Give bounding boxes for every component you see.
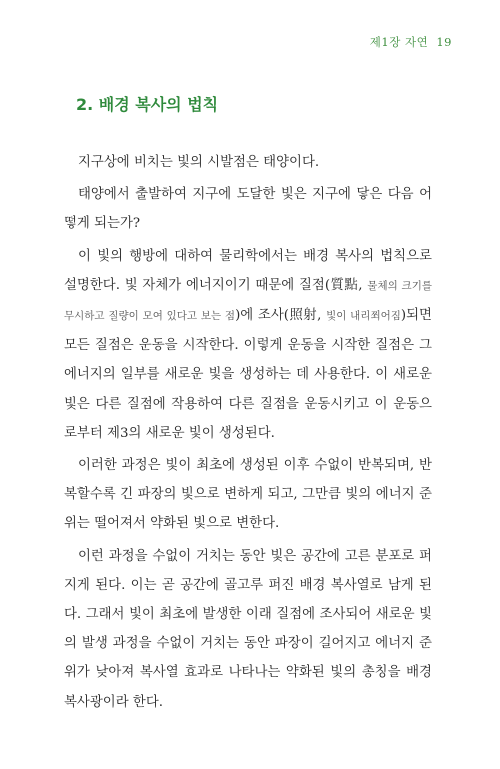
section-title: 2. 배경 복사의 법칙 (76, 95, 219, 114)
paragraph-2: 태양에서 출발하여 지구에 도달한 빛은 지구에 닿은 다음 어떻게 되는가? (64, 187, 432, 232)
paragraph-3-part-a: 이 빛의 행방에 대하여 물리학에서는 배경 복사의 법칙으로 설명한다. 빛 자체가 에너지이기 때문에 질점(質點, (64, 248, 432, 293)
paragraph-1: 지구상에 비치는 빛의 시발점은 태양이다. (78, 155, 320, 170)
chapter-title: 제1장 자연 (369, 35, 429, 49)
paragraph-5: 이런 과정을 수없이 거치는 동안 빛은 공간에 고른 분포로 퍼지게 된다. 이는 곧 공간에 골고루 퍼진 배경 복사열로 남게 된다. 그래서 빛이 최초에 발생한 이래 질점에 조사되어 새로운 빛의 발생 과정을 수없이 거치는 동안 파장이 길어지고 에너지 준위가 낮아져 복사열 효과로 나타나는 약화된 빛의 총칭을 배경 복사광이라 한다. (64, 548, 432, 710)
body-text (64, 148, 432, 720)
annotation-material-point: 물체의 크기를 무시하고 질량이 모여 있다고 보는 점 (64, 279, 432, 323)
paragraph-3-part-b: )에 조사(照射, (235, 308, 327, 324)
paragraph-4: 이러한 과정은 빛이 최초에 생성된 이후 수없이 반복되며, 반복할수록 긴 파장의 빛으로 변하게 되고, 그만큼 빛의 에너지 준위는 떨어져서 약화된 빛으로 변한다. (64, 458, 432, 532)
annotation-irradiation: 빛이 내리쬐어짐 (326, 310, 401, 323)
paragraph-3-part-c: )되면 모든 질점은 운동을 시작한다. 이렇게 운동을 시작한 질점은 그 에너지의 일부를 새로운 빛을 생성하는 데 사용한다. 이 새로운 빛은 다른 질점에 작용하여 다른 질점을 운동시키고 이 운동으로부터 제3의 새로운 빛이 생성된다. (64, 308, 432, 441)
paragraph-3 (64, 242, 432, 448)
page-number: 19 (436, 35, 452, 49)
running-header (366, 34, 452, 50)
